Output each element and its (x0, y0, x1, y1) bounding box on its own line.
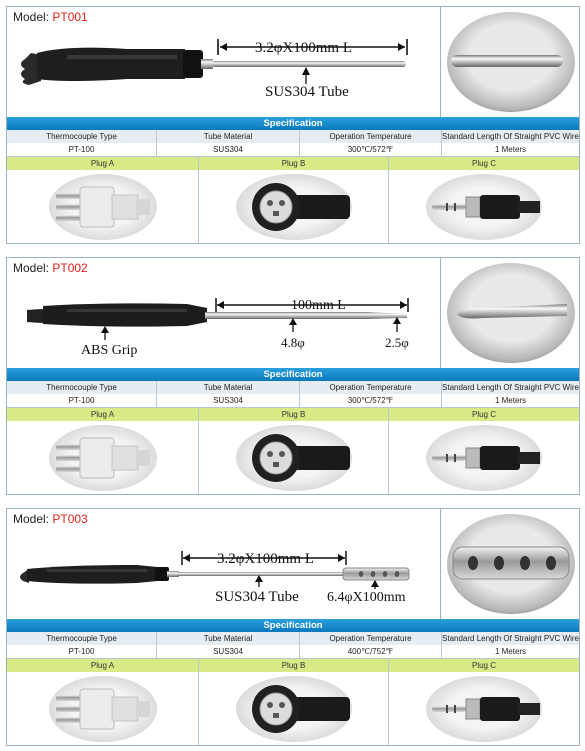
spec-header-cell: Standard Length Of Straight PVC Wire (442, 634, 579, 643)
spec-value-cell: SUS304 (157, 394, 300, 407)
spec-header-cell: Operation Temperature (300, 381, 442, 394)
model-prefix: Model: (13, 512, 53, 526)
spec-value-row (7, 394, 579, 408)
plug-photos-row (7, 170, 579, 243)
spec-title-bar: Specification (7, 619, 579, 632)
plug-c-label: Plug C (471, 410, 496, 419)
plug-header-row (7, 408, 579, 421)
plug-b-photo (199, 421, 389, 494)
model-code: PT002 (52, 261, 88, 275)
plug-a-label: Plug A (7, 408, 199, 421)
plug-photos-row (7, 421, 579, 494)
spec-header-cell: Tube Material (157, 381, 300, 394)
plug-c-label: Plug C (471, 661, 496, 670)
spec-header-row (7, 381, 579, 395)
spec-value-cell: PT-100 (7, 645, 157, 658)
product-block-pt003 (6, 508, 580, 746)
annotation-tube: SUS304 Tube (265, 84, 349, 100)
plug-header-row (7, 659, 579, 672)
probe-diagram-panel (7, 509, 441, 619)
plug-b-label: Plug B (199, 408, 389, 421)
spec-header-cell: Standard Length Of Straight PVC Wire (442, 383, 579, 392)
spec-value-cell: 400℃/752℉ (300, 645, 442, 658)
annotation-tube: SUS304 Tube (215, 589, 299, 605)
spec-title-bar: Specification (7, 117, 579, 130)
probe-diagram (7, 258, 441, 368)
annotation-grip: ABS Grip (81, 343, 138, 358)
annotation-sleeve: 6.4φX100mm (327, 590, 406, 605)
spec-header-cell: Standard Length Of Straight PVC Wire (442, 132, 579, 141)
annotation-length: 3.2φX100mm L (217, 551, 314, 567)
plug-photos-row (7, 672, 579, 745)
probe-diagram (7, 7, 441, 117)
plug-header-row (7, 157, 579, 170)
spec-header-row (7, 632, 579, 646)
model-code: PT003 (52, 512, 88, 526)
tip-closeup-image (443, 511, 579, 617)
spec-header-row (7, 130, 579, 144)
spec-header-cell: Thermocouple Type (7, 381, 157, 394)
plug-a-label: Plug A (7, 659, 199, 672)
spec-value-cell: 1 Meters (494, 647, 527, 656)
spec-value-row (7, 645, 579, 659)
model-prefix: Model: (13, 261, 53, 275)
spec-header-cell: Thermocouple Type (7, 632, 157, 645)
plug-a-photo (7, 170, 199, 243)
spec-header-cell: Thermocouple Type (7, 130, 157, 143)
spec-value-cell: 300℃/572℉ (300, 394, 442, 407)
plug-a-photo (7, 421, 199, 494)
spec-value-cell: 300℃/572℉ (300, 143, 442, 156)
spec-value-cell: PT-100 (7, 394, 157, 407)
plug-a-label: Plug A (7, 157, 199, 170)
probe-diagram-panel (7, 258, 441, 368)
annotation-length: 100mm L (291, 298, 346, 313)
product-block-pt002 (6, 257, 580, 495)
spec-value-row (7, 143, 579, 157)
probe-diagram (7, 509, 441, 619)
annotation-diameter-b: 2.5φ (385, 335, 409, 350)
plug-a-photo (7, 672, 199, 745)
spec-value-cell: SUS304 (157, 645, 300, 658)
spec-header-cell: Operation Temperature (300, 130, 442, 143)
tip-closeup-image (443, 260, 579, 366)
spec-value-cell: SUS304 (157, 143, 300, 156)
plug-b-photo (199, 672, 389, 745)
tip-closeup-image (443, 9, 579, 115)
spec-header-cell: Tube Material (157, 130, 300, 143)
spec-value-cell: PT-100 (7, 143, 157, 156)
model-code: PT001 (52, 10, 88, 24)
plug-c-photo (389, 672, 579, 745)
annotation-length: 3.2φX100mm L (255, 40, 352, 56)
spec-header-cell: Tube Material (157, 632, 300, 645)
plug-c-photo (389, 170, 579, 243)
product-block-pt001 (6, 6, 580, 244)
plug-c-photo (389, 421, 579, 494)
plug-b-label: Plug B (199, 659, 389, 672)
spec-title-bar: Specification (7, 368, 579, 381)
model-prefix: Model: (13, 10, 53, 24)
annotation-diameter-a: 4.8φ (281, 335, 305, 350)
plug-c-label: Plug C (471, 159, 496, 168)
spec-value-cell: 1 Meters (494, 145, 527, 154)
plug-b-label: Plug B (199, 157, 389, 170)
probe-diagram-panel (7, 7, 441, 117)
spec-value-cell: 1 Meters (494, 396, 527, 405)
spec-header-cell: Operation Temperature (300, 632, 442, 645)
plug-b-photo (199, 170, 389, 243)
